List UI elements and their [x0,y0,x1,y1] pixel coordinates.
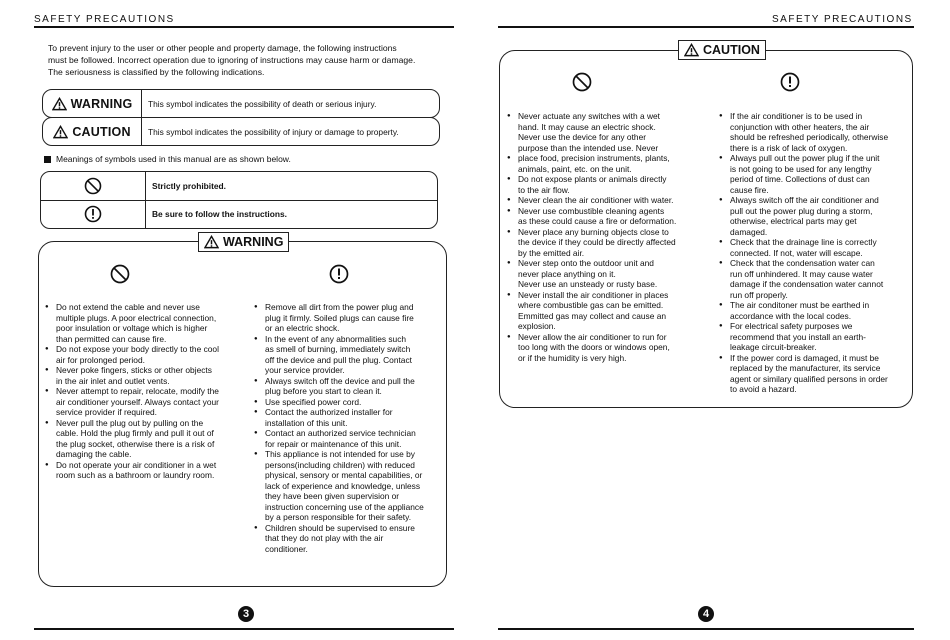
mandatory-icon [329,264,349,284]
left-header-rule [34,26,454,28]
list-item: ● Never actuate any switches with a wet hand. It may cause an electric shock. Never use the device for any other purpose than the intended use. Never [507,111,712,153]
warning-triangle-icon [52,97,67,111]
symbols-heading [44,154,291,164]
list-item: ● In the event of any abnormalities such as smell of burning, immediately switch off the device and pull the plug. Contact your service provider. [254,334,444,376]
prohibited-icon [572,72,592,92]
list-item: ● place food, precision instruments, plants, animals, paint, etc. on the unit. [507,153,712,174]
square-bullet-icon [44,156,51,163]
list-item: ● Never clean the air conditioner with water. [507,195,712,206]
list-item: ● Always pull out the power plug if the unit is not going to be used for any lengthy period of time. Collections of dust can cause fire. [719,153,911,195]
list-item: ● Contact the authorized installer for installation of this unit. [254,407,444,428]
warning-prohibited-list [45,302,250,481]
symbol-cell [41,172,146,200]
right-header-rule [498,26,914,28]
mandatory-icon [780,72,800,92]
mandatory-icon [84,205,102,223]
warning-severity-row [42,89,440,118]
intro-text [48,42,448,78]
list-item: ● Do not extend the cable and never use multiple plugs. A poor electrical connection, poor insulation or voltage which is higher than permitted can cause fire. [45,302,250,344]
list-item: ● Children should be supervised to ensure that they do not play with the air conditioner. [254,523,444,555]
list-item: ● Never use combustible cleaning agents as these could cause a fire or deformation. [507,206,712,227]
warning-triangle-icon [204,235,219,249]
list-item: ● The air conditoner must be earthed in accordance with the local codes. [719,300,911,321]
symbol-row-mandatory [41,200,437,228]
list-item: ● Do not expose plants or animals directly to the air flow. [507,174,712,195]
caution-panel-title-text: CAUTION [703,43,760,57]
list-item: ● Never install the air conditioner in places where combustible gas can be emitted. Emmitted gas may collect and cause an explosion. [507,290,712,332]
list-item: ● Never allow the air conditioner to run for too long with the doors or windows open, or if the humidity is very high. [507,332,712,364]
list-item: ● Always switch off the device and pull the plug before you start to clean it. [254,376,444,397]
symbol-row-prohibited [41,172,437,201]
list-item: ● If the air conditioner is to be used in conjunction with other heaters, the air should be refreshed periodically, otherwise there is a risk of lack of oxygen. [719,111,911,153]
intro-line: The seriousness is classified by the following indications. [48,67,265,77]
right-footer-rule [498,628,914,630]
warning-description: This symbol indicates the possibility of death or serious injury. [148,98,377,109]
warning-panel-title [198,232,289,252]
warning-panel-title-text: WARNING [223,235,284,249]
right-page-header: SAFETY PRECAUTIONS [772,14,913,25]
intro-line: To prevent injury to the user or other people and property damage, the following instructions [48,43,397,53]
list-item: ● Never pull the plug out by pulling on the cable. Hold the plug firmly and pull it out of the plug socket, otherwise there is a risk of damaging the cable. [45,418,250,460]
warning-label: WARNING [70,96,133,111]
left-footer-rule [34,628,454,630]
list-item: ● Contact an authorized service technician for repair or maintenance of this unit. [254,428,444,449]
symbols-table [40,171,438,229]
caution-mandatory-list [719,111,911,395]
caution-panel-title [678,40,766,60]
list-item: ● Check that the drainage line is correctly connected. If not, water will escape. [719,237,911,258]
caution-prohibited-list [507,111,712,363]
prohibited-icon [84,177,102,195]
warning-triangle-icon [684,43,699,57]
caution-description: This symbol indicates the possibility of injury or damage to property. [148,126,399,137]
list-item: ● Do not expose your body directly to the cool air for prolonged period. [45,344,250,365]
list-item: ● Use specified power cord. [254,397,444,408]
page-number-3: 3 [238,606,254,622]
prohibited-icon [110,264,130,284]
list-item: ● Never attempt to repair, relocate, modify the air conditioner yourself. Always contact your service provider if required. [45,386,250,418]
caution-tag [43,118,142,145]
symbol-description: Strictly prohibited. [152,181,226,191]
list-item: ● Do not operate your air conditioner in a wet room such as a bathroom or laundry room. [45,460,250,481]
symbol-cell [41,200,146,228]
intro-line: must be followed. Incorrect operation due to ignoring of instructions may cause harm or damage. [48,55,416,65]
warning-mandatory-list [254,302,444,554]
left-page-header: SAFETY PRECAUTIONS [34,14,175,25]
caution-label: CAUTION [72,124,131,139]
list-item: ● Never poke fingers, sticks or other objects in the air inlet and outlet vents. [45,365,250,386]
list-item: ● Always switch off the air conditioner and pull out the power plug during a storm, otherwise, electrical parts may get damaged. [719,195,911,237]
symbol-description: Be sure to follow the instructions. [152,209,287,219]
list-item: ● Check that the condensation water can run off unhindered. It may cause water damage if the condensation water cannot run off properly. [719,258,911,300]
list-item: ● Never step onto the outdoor unit and never place anything on it. Never use an unsteady or rusty base. [507,258,712,290]
list-item: ● Remove all dirt from the power plug and plug it firmly. Soiled plugs can cause fire or an electric shock. [254,302,444,334]
list-item: ● If the power cord is damaged, it must be replaced by the manufacturer, its service agent or similary qualified persons in order to avoid a hazard. [719,353,911,395]
symbols-heading-text: Meanings of symbols used in this manual are as shown below. [56,154,291,164]
caution-severity-row [42,117,440,146]
list-item: ● For electrical safety purposes we recommend that you install an earth- leakage circuit-breaker. [719,321,911,353]
list-item: ● This appliance is not intended for use by persons(including children) with reduced physical, sensory or mental capabilities, or lack of experience and knowledge, unless they have been given supervision or instruction concerning use of the appliance by a person responsible for their safety. [254,449,444,523]
list-item: ● Never place any burning objects close to the device if they could be directly affected by the emitted air. [507,227,712,259]
page-number-4: 4 [698,606,714,622]
warning-triangle-icon [53,125,68,139]
warning-tag [43,90,142,117]
